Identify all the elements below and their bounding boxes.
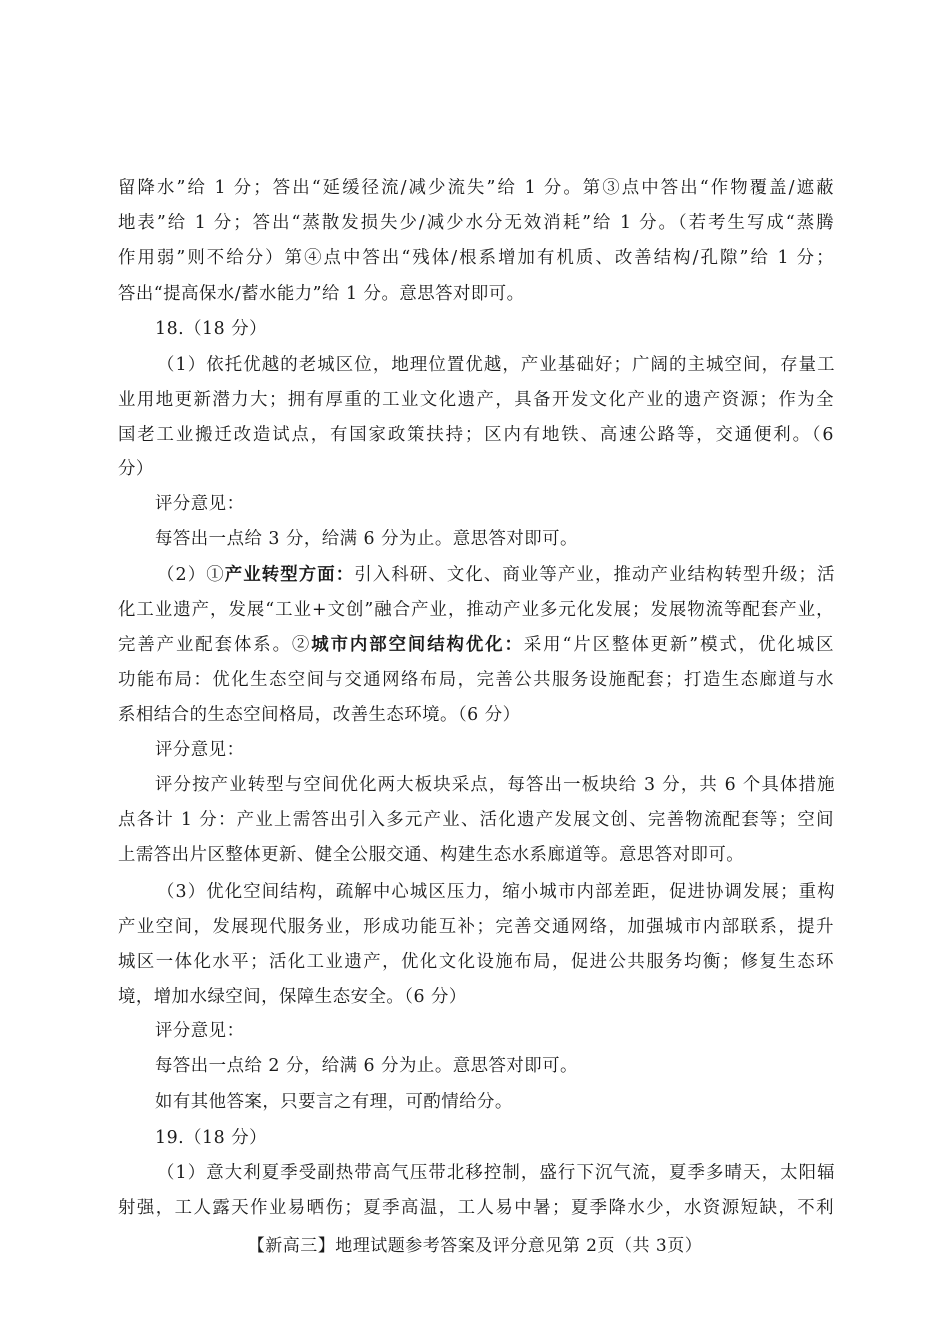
text-line: 作用弱”则不给分）第④点中答出“残体/根系增加有机质、改善结构/孔隙”给 1 分； [118,248,834,268]
scoring-heading: 评分意见： [155,494,245,514]
scoring-heading: 评分意见： [155,740,245,760]
text-line: 完善产业配套体系。②城市内部空间结构优化：采用“片区整体更新”模式，优化城区 [118,635,834,655]
text-line: 产业空间，发展现代服务业，形成功能互补；完善交通网络，加强城市内部联系，提升 [118,917,834,937]
text-line: 国老工业搬迁改造试点，有国家政策扶持；区内有地铁、高速公路等，交通便利。（6 [118,425,834,445]
text-line: 业用地更新潜力大；拥有厚重的工业文化遗产，具备开发文化产业的遗产资源；作为全 [118,390,834,410]
text-line: 评分按产业转型与空间优化两大板块采点，每答出一板块给 3 分，共 6 个具体措施 [155,775,835,795]
bold-subheading: 产业转型方面： [224,565,355,585]
question-heading-19: 19.（18 分） [155,1128,267,1148]
text-line: （3）优化空间结构，疏解中心城区压力，缩小城市内部差距，促进协调发展；重构 [157,882,835,902]
text-line: 如有其他答案，只要言之有理，可酌情给分。 [155,1092,513,1112]
text-line: 地表”给 1 分；答出“蒸散发损失少/减少水分无效消耗”给 1 分。（若考生写成“蒸腾 [118,213,834,233]
text-line: （2）①产业转型方面：引入科研、文化、商业等产业，推动产业结构转型升级；活 [157,565,835,585]
text-line: 分） [118,459,154,479]
text-line: 留降水”给 1 分；答出“延缓径流/减少流失”给 1 分。第③点中答出“作物覆盖/遮蔽 [118,178,834,198]
text-line: 化工业遗产，发展“工业+文创”融合产业，推动产业多元化发展；发展物流等配套产业， [118,600,834,620]
text-line: 境，增加水绿空间，保障生态安全。（6 分） [118,987,467,1007]
text-line: 点各计 1 分：产业上需答出引入多元产业、活化遗产发展文创、完善物流配套等；空间 [118,810,834,830]
text-line: 上需答出片区整体更新、健全公服交通、构建生态水系廊道等。意思答对即可。 [118,845,745,865]
text-line: （1）意大利夏季受副热带高气压带北移控制，盛行下沉气流，夏季多晴天，太阳辐 [157,1163,835,1183]
text-line: （1）依托优越的老城区位，地理位置优越，产业基础好；广阔的主城空间，存量工 [157,355,835,375]
text-line: 答出“提高保水/蓄水能力”给 1 分。意思答对即可。 [118,284,525,304]
bold-subheading: 城市内部空间结构优化： [311,635,524,655]
scoring-heading: 评分意见： [155,1021,245,1041]
text-line: 每答出一点给 2 分，给满 6 分为止。意思答对即可。 [155,1056,578,1076]
question-heading-18: 18.（18 分） [155,319,267,339]
text-line: 射强，工人露天作业易晒伤；夏季高温，工人易中暑；夏季降水少，水资源短缺，不利 [118,1198,834,1218]
text-line: 功能布局：优化生态空间与交通网络布局，完善公共服务设施配套；打造生态廊道与水 [118,670,834,690]
text-line: 每答出一点给 3 分，给满 6 分为止。意思答对即可。 [155,529,578,549]
text-line: 城区一体化水平；活化工业遗产，优化文化设施布局，促进公共服务均衡；修复生态环 [118,952,834,972]
text-line: 系相结合的生态空间格局，改善生态环境。（6 分） [118,705,521,725]
page-footer: 【新高三】地理试题参考答案及评分意见第 2页（共 3页） [247,1236,703,1256]
